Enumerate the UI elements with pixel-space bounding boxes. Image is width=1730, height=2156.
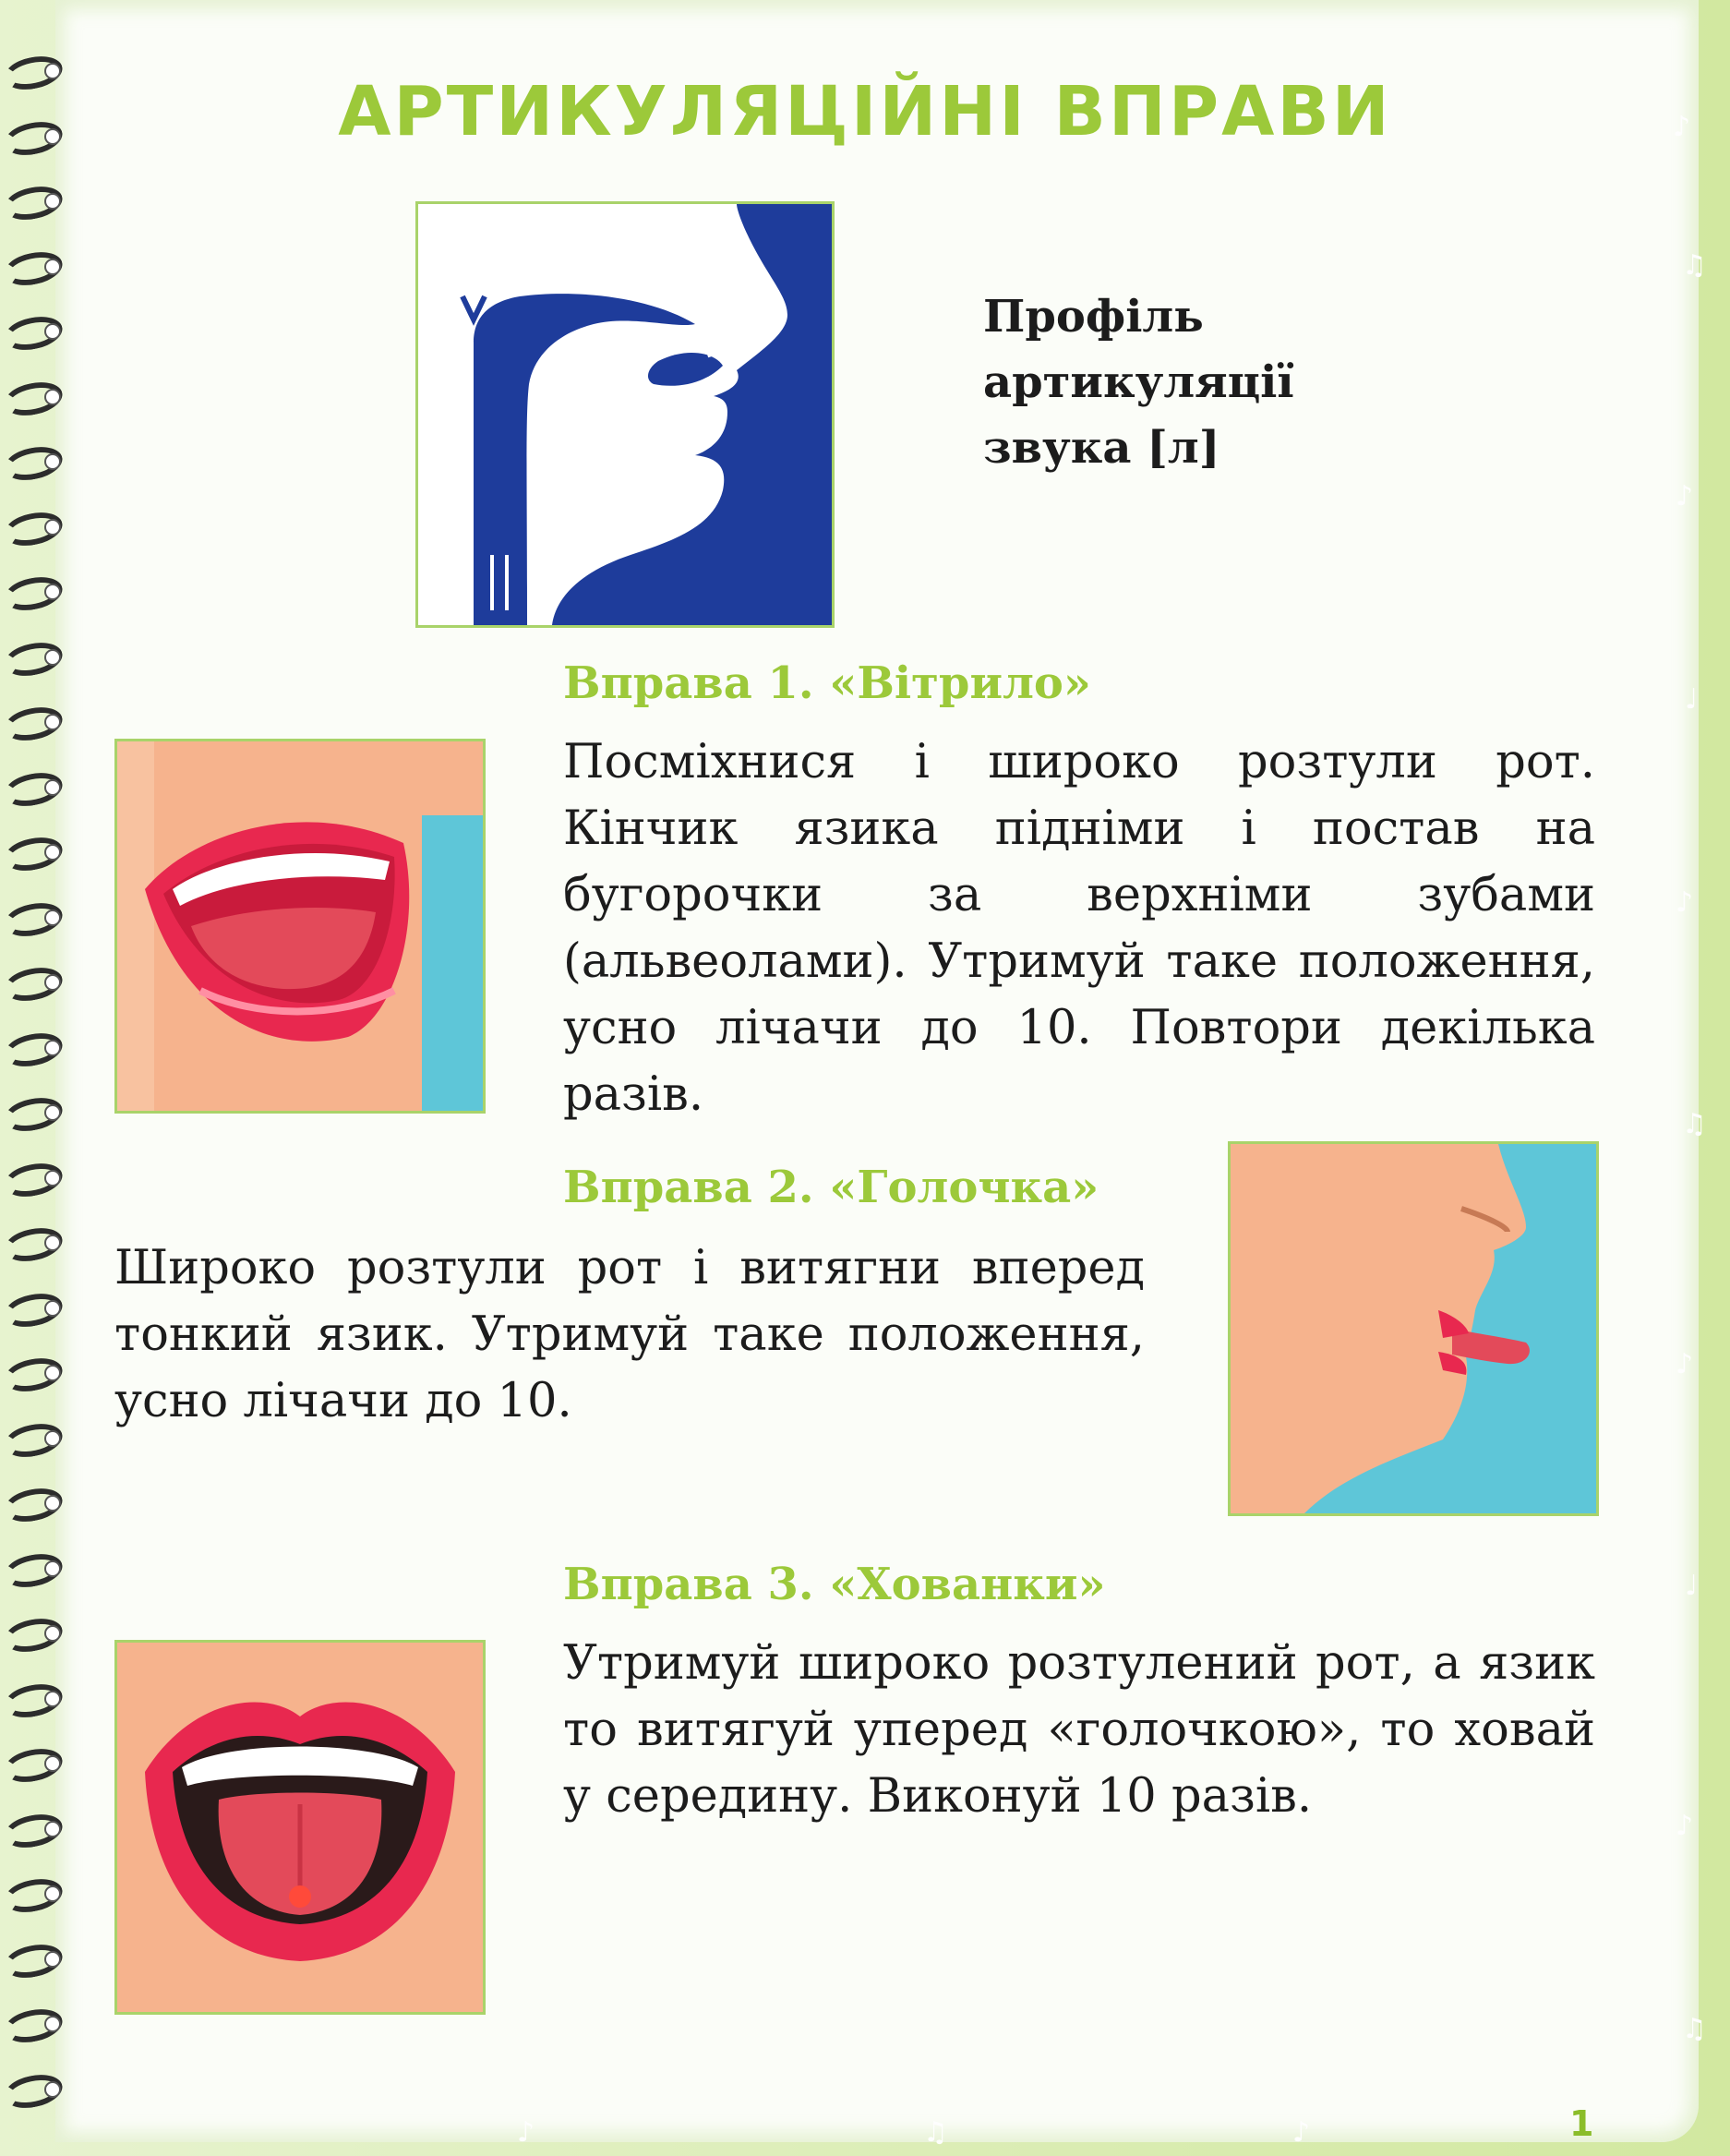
spiral-ring [0, 1227, 65, 1255]
spiral-ring [0, 1032, 65, 1060]
spiral-ring [0, 1683, 65, 1711]
spiral-ring [0, 1488, 65, 1515]
music-note-icon: ♪ [1676, 886, 1694, 919]
exercise-1-text: Посміхнися і широко розтули рот. Кінчик язика підніми і постав на бугорочки за верхніми зубами (альвеолами). Утримуй таке положення, усно лічачи до 10. Повтори декілька разів. [563, 735, 1595, 1122]
smiling-mouth-icon [117, 741, 483, 1111]
exercise-2-text: Широко розтули рот і витягни вперед тонкий язик. Утримуй таке положення, усно лічачи до 10. [114, 1241, 1145, 1428]
caption-line: артикуляції [983, 356, 1294, 408]
spiral-ring [0, 1618, 65, 1645]
page-title: АРТИКУЛЯЦІЙНІ ВПРАВИ [338, 72, 1392, 151]
page-number: 1 [1569, 2103, 1594, 2144]
music-note-icon: ♫ [923, 2116, 948, 2149]
spiral-ring [0, 902, 65, 930]
spiral-ring [0, 1293, 65, 1320]
exercise-1-image [114, 739, 486, 1114]
spiral-ring [0, 381, 65, 409]
articulation-profile-image [415, 201, 835, 628]
music-note-icon: ♩ [1685, 1570, 1699, 1602]
music-note-icon: ♪ [1676, 1348, 1694, 1380]
exercise-2-image [1228, 1141, 1599, 1516]
music-note-icon: ♫ [1682, 249, 1707, 282]
spiral-ring [0, 1878, 65, 1906]
exercise-1-title: Вправа 1. «Вітрило» [563, 657, 1091, 709]
spiral-ring [0, 2008, 65, 2036]
spiral-ring [0, 186, 65, 213]
spiral-ring [0, 1944, 65, 1971]
spiral-ring [0, 251, 65, 279]
spiral-ring [0, 837, 65, 864]
spiral-ring [0, 967, 65, 994]
spiral-ring [0, 446, 65, 474]
spiral-ring [0, 1097, 65, 1125]
head-profile-icon [418, 204, 832, 625]
spiral-ring [0, 512, 65, 539]
spiral-ring [0, 316, 65, 343]
spiral-ring [0, 1813, 65, 1841]
spiral-ring [0, 1162, 65, 1190]
spiral-ring [0, 1357, 65, 1385]
music-note-icon: ♪ [1676, 1810, 1694, 1842]
music-note-icon: ♫ [1682, 2013, 1707, 2045]
tongue-out-profile-icon [1231, 1144, 1596, 1513]
spiral-ring [0, 772, 65, 800]
caption-line: звука [л] [983, 422, 1220, 474]
spiral-ring [0, 1423, 65, 1451]
music-note-icon: ♪ [1292, 2116, 1311, 2149]
spiral-ring [0, 706, 65, 734]
spiral-ring [0, 576, 65, 604]
exercise-3-image [114, 1640, 486, 2015]
music-note-icon: ♪ [1673, 111, 1691, 143]
exercise-2-title: Вправа 2. «Голочка» [563, 1162, 1099, 1213]
open-mouth-icon [117, 1643, 483, 2012]
caption-line: Профіль [983, 291, 1204, 343]
spiral-ring [0, 642, 65, 669]
spiral-ring [0, 1553, 65, 1581]
music-note-icon: ♫ [1682, 1108, 1707, 1140]
exercise-3-text: Утримуй широко розтулений рот, а язик то витягуй уперед «голочкою», то ховай у середину. Виконуй 10 разів. [563, 1636, 1595, 1824]
spiral-ring [0, 2074, 65, 2102]
music-note-icon: ♪ [1676, 480, 1694, 512]
music-note-icon: ♪ [517, 2116, 535, 2149]
spiral-ring [0, 1748, 65, 1776]
exercise-3-title: Вправа 3. «Хованки» [563, 1559, 1106, 1610]
profile-caption [983, 284, 1294, 481]
music-note-icon: ♩ [1685, 683, 1699, 716]
